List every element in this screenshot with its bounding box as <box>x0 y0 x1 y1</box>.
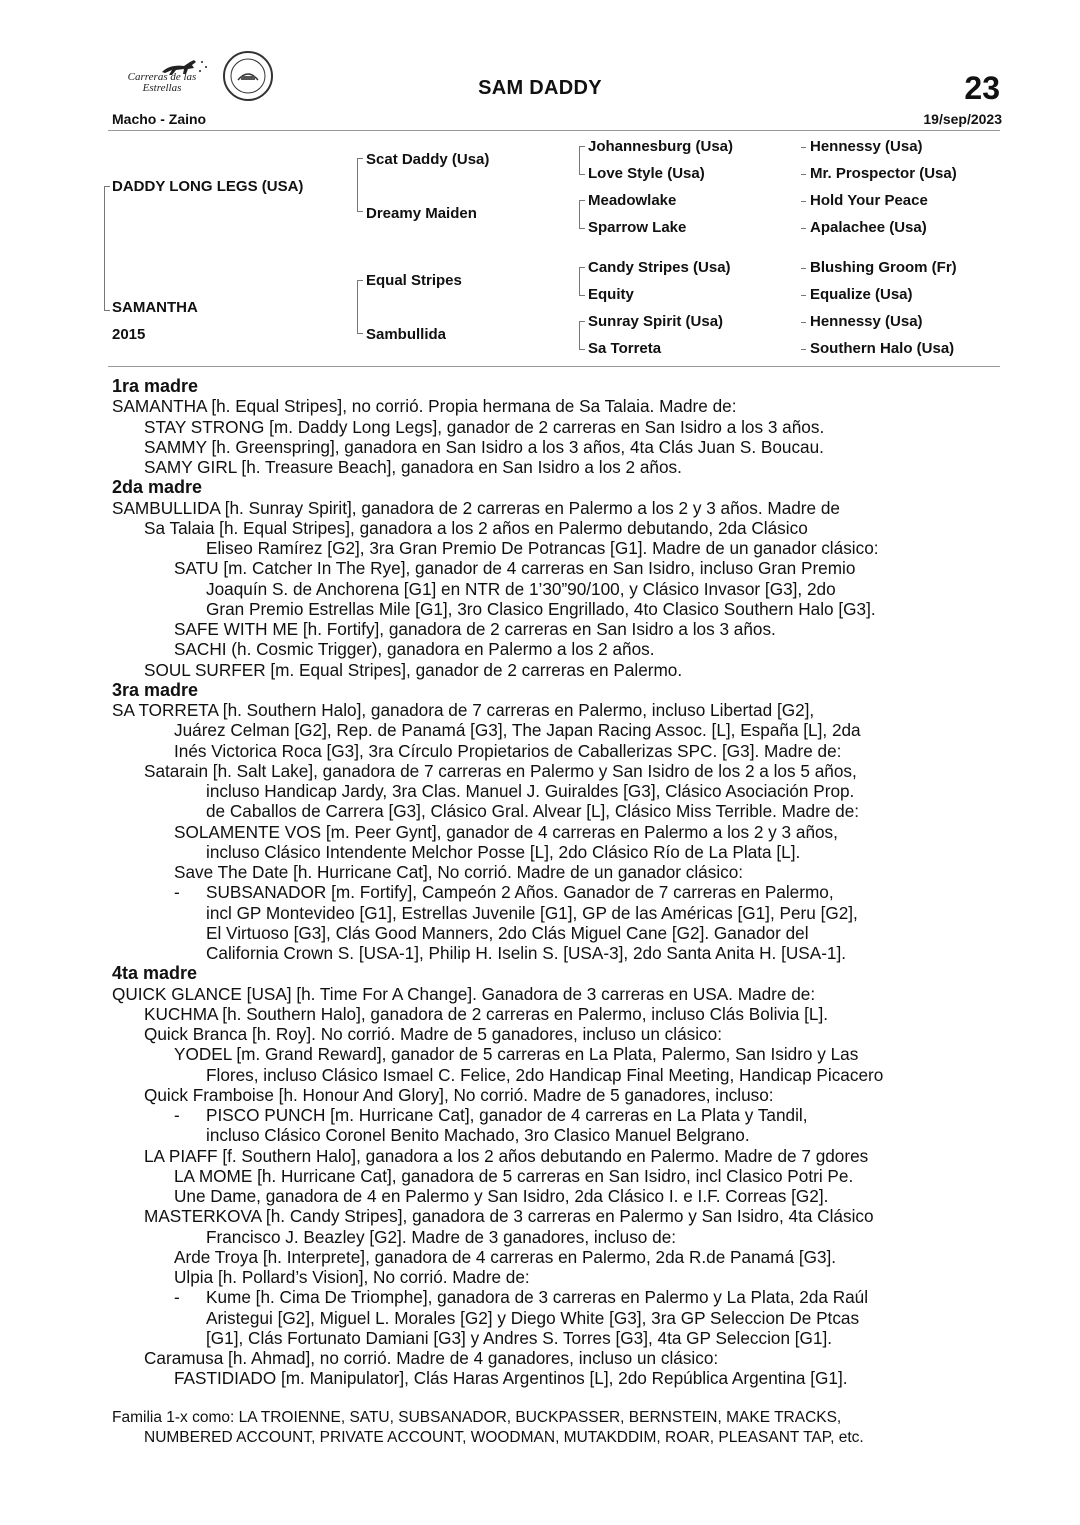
pedigree-bracket <box>579 200 585 229</box>
section-heading: 1ra madre <box>112 376 199 396</box>
produce-record <box>112 376 1000 1389</box>
pedigree-dash <box>801 349 806 350</box>
record-line <box>112 1287 1000 1307</box>
sex-coat: Macho - Zaino <box>112 111 207 127</box>
record-line: MASTERKOVA [h. Candy Stripes], ganadora de 3 carreras en Palermo y San Isidro, 4ta Clásico <box>144 1206 874 1227</box>
record-line: Gran Premio Estrellas Mile [G1], 3ro Clasico Engrillado, 4to Clasico Southern Halo [G3]. <box>206 598 876 619</box>
pedigree-bracket <box>579 321 585 350</box>
brand-text: Carreras de las Estrellas <box>127 71 197 94</box>
record-line: SOUL SURFER [m. Equal Stripes], ganador de 2 carreras en Palermo. <box>144 659 683 680</box>
record-line: SACHI (h. Cosmic Trigger), ganadora en Palermo a los 2 años. <box>174 639 655 660</box>
g4-3: Hold Your Peace <box>810 192 928 209</box>
sire-sire: Scat Daddy (Usa) <box>366 151 490 168</box>
record-line: Caramusa [h. Ahmad], no corrió. Madre de 4 ganadores, incluso un clásico: <box>144 1348 719 1368</box>
pedigree-bracket <box>104 186 110 311</box>
g3-4: Sparrow Lake <box>588 219 687 236</box>
record-line: [G1], Clás Fortunato Damiani [G3] y Andres S. Torres [G3], 4ta GP Seleccion [G1]. <box>206 1327 833 1348</box>
record-line: SOLAMENTE VOS [m. Peer Gynt], ganador de 4 carreras en Palermo a los 2 y 3 años, <box>174 821 838 842</box>
section-heading: 2da madre <box>112 477 203 498</box>
record-line: Sa Talaia [h. Equal Stripes], ganadora a los 2 años en Palermo debutando, 2da Clásico <box>144 517 808 538</box>
section-heading: 3ra madre <box>112 679 199 700</box>
record-line: incluso Clásico Coronel Benito Machado, 3ro Clasico Manuel Belgrano. <box>206 1125 750 1146</box>
record-line: Ulpia [h. Pollard’s Vision], No corrió. Madre de: <box>174 1267 530 1287</box>
record-line: Satarain [h. Salt Lake], ganadora de 7 carreras en Palermo y San Isidro de los 2 a los 5 años, <box>144 760 857 781</box>
g4-1: Hennessy (Usa) <box>810 138 923 155</box>
record-text: PISCO PUNCH [m. Hurricane Cat], ganador de 4 carreras en La Plata y Tandil, <box>206 1105 808 1125</box>
record-line: SAMMY [h. Greenspring], ganadora en San Isidro a los 3 años, 4ta Clás Juan S. Boucau. <box>144 436 824 457</box>
pedigree-bracket <box>579 267 585 296</box>
family-line-2: NUMBERED ACCOUNT, PRIVATE ACCOUNT, WOODMAN, MUTAKDDIM, ROAR, PLEASANT TAP, etc. <box>144 1429 864 1446</box>
g3-5: Candy Stripes (Usa) <box>588 259 731 276</box>
record-line: SATU [m. Catcher In The Rye], ganador de 4 carreras en San Isidro, incluso Gran Premio <box>174 558 856 579</box>
record-line: El Virtuoso [G3], Clás Good Manners, 2do Clás Miguel Cane [G2]. Ganador del <box>206 922 809 943</box>
g3-7: Sunray Spirit (Usa) <box>588 313 724 330</box>
record-line: LA PIAFF [f. Southern Halo], ganadora a los 2 años debutando en Palermo. Madre de 7 gdores <box>144 1145 869 1166</box>
record-line: Francisco J. Beazley [G2]. Madre de 3 ganadores, incluso de: <box>206 1226 677 1247</box>
record-line <box>112 1105 1000 1125</box>
record-line: LA MOME [h. Hurricane Cat], ganadora de 5 carreras en San Isidro, incl Clasico Potri Pe. <box>174 1165 854 1186</box>
g3-2: Love Style (Usa) <box>588 165 705 182</box>
family-line-1: Familia 1-x como: LA TROIENNE, SATU, SUBSANADOR, BUCKPASSER, BERNSTEIN, MAKE TRACKS, <box>112 1409 842 1426</box>
record-line: SAMY GIRL [h. Treasure Beach], ganadora en San Isidro a los 2 años. <box>144 457 682 477</box>
record-line: STAY STRONG [m. Daddy Long Legs], ganador de 2 carreras en San Isidro a los 3 años. <box>144 416 825 437</box>
record-line: Eliseo Ramírez [G2], 3ra Gran Premio De Potrancas [G1]. Madre de un ganador clásico: <box>206 538 879 558</box>
record-line: Aristegui [G2], Miguel L. Morales [G2] y Diego White [G3], 3ra GP Seleccion De Ptcas <box>206 1307 860 1328</box>
dam-sire: Equal Stripes <box>366 272 462 289</box>
g4-4: Apalachee (Usa) <box>810 219 927 236</box>
record-line: Flores, incluso Clásico Ismael C. Felice, 2do Handicap Final Meeting, Handicap Picacero <box>206 1064 884 1085</box>
record-line: de Caballos de Carrera [G3], Clásico Gral. Alvear [L], Clásico Miss Terrible. Madre de: <box>206 801 860 822</box>
record-line <box>112 882 1000 902</box>
horse-name: SAM DADDY <box>478 77 602 99</box>
g3-6: Equity <box>588 286 634 303</box>
sire: DADDY LONG LEGS (USA) <box>112 178 304 195</box>
dam: SAMANTHA <box>112 299 198 316</box>
sire-dam: Dreamy Maiden <box>366 205 477 222</box>
record-line: incluso Clásico Intendente Melchor Posse [L], 2do Clásico Río de La Plata [L]. <box>206 841 801 862</box>
pedigree-dash <box>801 322 806 323</box>
pedigree-dash <box>801 201 806 202</box>
catalog-date: 19/sep/2023 <box>923 111 1002 127</box>
pedigree-dash <box>801 228 806 229</box>
record-line: Juárez Celman [G2], Rep. de Panamá [G3], The Japan Racing Assoc. [L], España [L], 2da <box>174 720 861 741</box>
g4-2: Mr. Prospector (Usa) <box>810 165 957 182</box>
lot-number: 23 <box>964 70 1000 106</box>
dam-year: 2015 <box>112 326 146 343</box>
record-line: Quick Framboise [h. Honour And Glory], No corrió. Madre de 5 ganadores, incluso: <box>144 1084 774 1105</box>
record-line: FASTIDIADO [m. Manipulator], Clás Haras Argentinos [L], 2do República Argentina [G1]. <box>174 1368 848 1389</box>
record-line: YODEL [m. Grand Reward], ganador de 5 carreras en La Plata, Palermo, San Isidro y Las <box>174 1044 859 1065</box>
g4-6: Equalize (Usa) <box>810 286 913 303</box>
g4-5: Blushing Groom (Fr) <box>810 259 957 276</box>
record-line: SAFE WITH ME [h. Fortify], ganadora de 2 carreras en San Isidro a los 3 años. <box>174 619 776 639</box>
record-line: Une Dame, ganadora de 4 en Palermo y San Isidro, 2da Clásico I. e I.F. Correas [G2]. <box>174 1186 829 1206</box>
record-line: Quick Branca [h. Roy]. No corrió. Madre de 5 ganadores, incluso un clásico: <box>144 1024 722 1044</box>
g3-8: Sa Torreta <box>588 340 662 357</box>
section-heading: 4ta madre <box>112 963 198 984</box>
g4-7: Hennessy (Usa) <box>810 313 923 330</box>
header-divider <box>108 130 1000 131</box>
pedigree-dash <box>801 268 806 269</box>
record-line: Save The Date [h. Hurricane Cat], No corrió. Madre de un ganador clásico: <box>174 862 744 882</box>
record-line: incluso Handicap Jardy, 3ra Clas. Manuel J. Guiraldes [G3], Clásico Asociación Prop. <box>206 781 855 801</box>
g3-1: Johannesburg (Usa) <box>588 138 734 155</box>
record-text: Kume [h. Cima De Triomphe], ganadora de 3 carreras en Palermo y La Plata, 2da Raúl <box>206 1287 869 1308</box>
pedigree-dash <box>801 147 806 148</box>
record-line: SAMANTHA [h. Equal Stripes], no corrió. Propia hermana de Sa Talaia. Madre de: <box>112 396 737 417</box>
pedigree-bracket <box>357 280 363 334</box>
record-line: incl GP Montevideo [G1], Estrellas Juvenile [G1], GP de las Américas [G1], Peru [G2], <box>206 902 858 923</box>
record-line: California Crown S. [USA-1], Philip H. Iselin S. [USA-3], 2do Santa Anita H. [USA-1]. <box>206 943 847 963</box>
record-line: SAMBULLIDA [h. Sunray Spirit], ganadora de 2 carreras en Palermo a los 2 y 3 años. Madre de <box>112 497 840 518</box>
dam-dam: Sambullida <box>366 326 447 343</box>
record-line: SA TORRETA [h. Southern Halo], ganadora de 7 carreras en Palermo, incluso Libertad [G2], <box>112 700 815 720</box>
record-line: KUCHMA [h. Southern Halo], ganadora de 2 carreras en Palermo, incluso Clás Bolivia [L]. <box>144 1003 829 1024</box>
pedigree-divider <box>108 366 1000 367</box>
g4-8: Southern Halo (Usa) <box>810 340 955 357</box>
record-line: QUICK GLANCE [USA] [h. Time For A Change]. Ganadora de 3 carreras en USA. Madre de: <box>112 983 816 1004</box>
family-note <box>112 1408 1000 1448</box>
g3-3: Meadowlake <box>588 192 677 209</box>
record-text: SUBSANADOR [m. Fortify], Campeón 2 Años. Ganador de 7 carreras en Palermo, <box>206 882 834 903</box>
list-dash: - <box>174 1105 180 1125</box>
pedigree-bracket <box>357 158 363 212</box>
pedigree-bracket <box>579 146 585 175</box>
list-dash: - <box>174 1287 180 1308</box>
record-line: Joaquín S. de Anchorena [G1] en NTR de 1’30”90/100, y Clásico Invasor [G3], 2do <box>206 578 836 599</box>
pedigree-dash <box>801 174 806 175</box>
record-line: Arde Troya [h. Interprete], ganadora de 4 carreras en Palermo, 2da R.de Panamá [G3]. <box>174 1246 837 1267</box>
record-line: Inés Victorica Roca [G3], 3ra Círculo Propietarios de Caballerizas SPC. [G3]. Madre de: <box>174 740 842 761</box>
pedigree-dash <box>801 295 806 296</box>
list-dash: - <box>174 882 180 903</box>
